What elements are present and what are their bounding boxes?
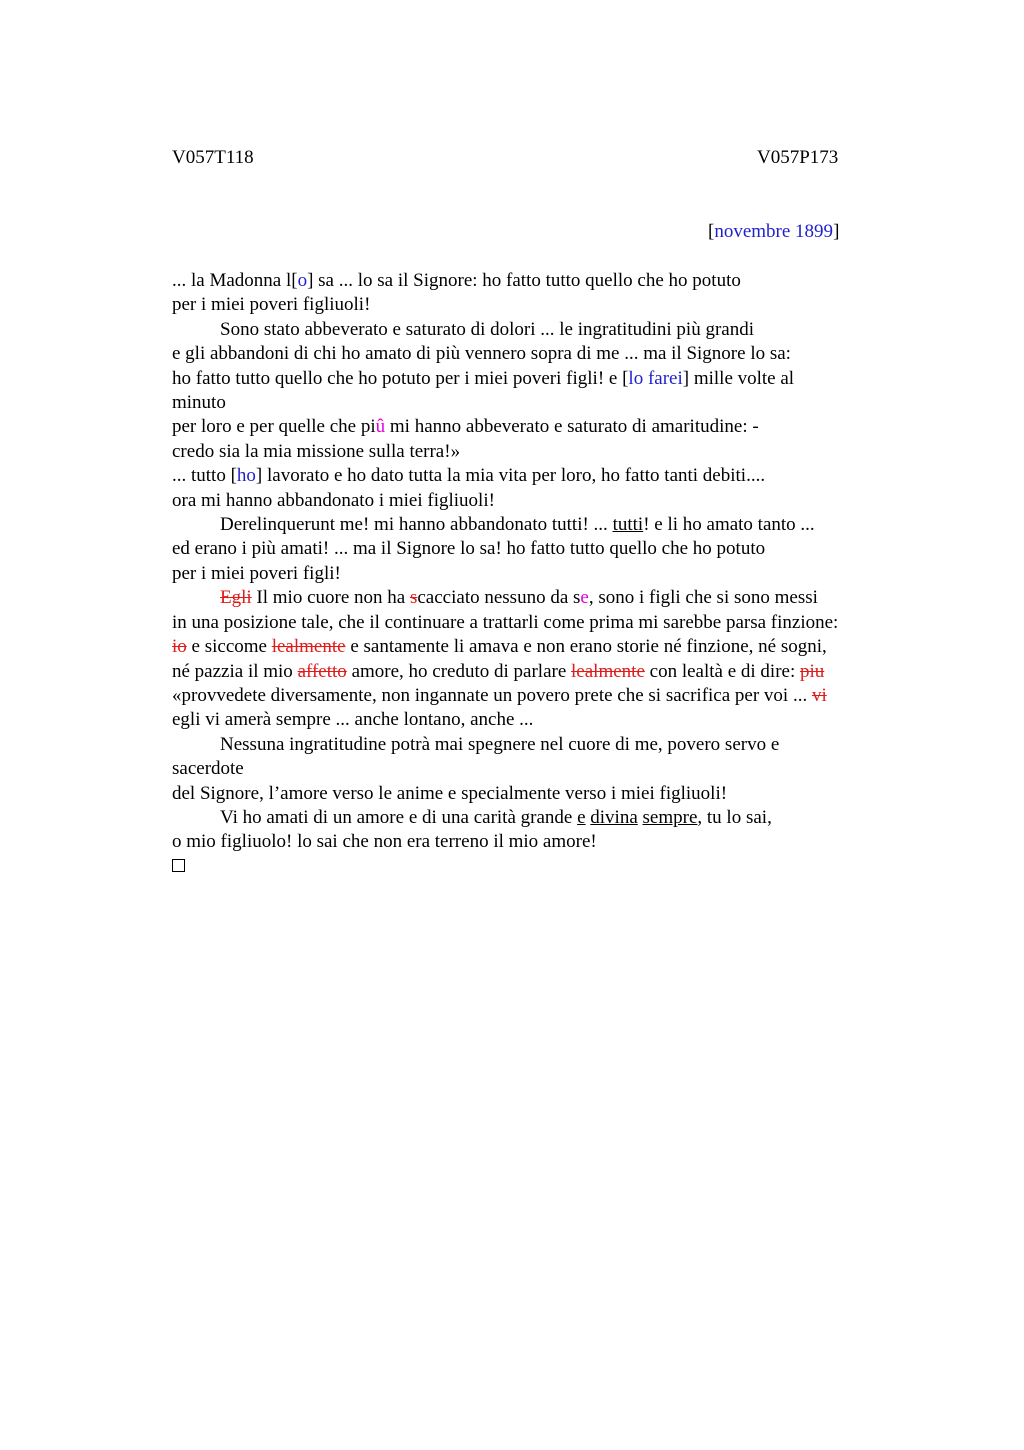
text-run: Vi ho amati di un amore e di una carità grande <box>220 806 578 828</box>
text-line-14 <box>172 586 912 610</box>
text-run: ! e li ho amato tanto ... <box>643 514 815 536</box>
text-run: Derelinquerunt me! mi hanno abbandonato tutti! ... <box>220 514 613 536</box>
document-code-right: V057P173 <box>757 147 839 168</box>
text-line-5 <box>172 367 912 391</box>
deleted-word: lealmente <box>571 660 645 682</box>
document-code-left: V057T118 <box>172 147 254 168</box>
text-line-11 <box>172 513 912 537</box>
deleted-word: affetto <box>297 660 347 682</box>
text-run: ] sa ... lo sa il Signore: ho fatto tutto quello che ho potuto <box>307 270 741 291</box>
text-line-6: minuto <box>172 392 226 414</box>
accent-correction: e <box>580 587 589 609</box>
deleted-word: piu <box>800 660 825 682</box>
text-line-3: Sono stato abbeverato e saturato di dolori ... le ingratitudini più grandi <box>220 318 754 340</box>
text-line-22: del Signore, l’amore verso le anime e specialmente verso i miei figliuoli! <box>172 782 728 804</box>
accent-correction: û <box>375 416 386 438</box>
text-line-1 <box>172 269 912 293</box>
editorial-insertion: o <box>297 270 308 291</box>
text-run: per loro e per quelle che pi <box>172 416 376 438</box>
text-line-23 <box>172 806 912 830</box>
text-line-12: ed erano i più amati! ... ma il Signore lo sa! ho fatto tutto quello che ho potuto <box>172 538 766 560</box>
editorial-insertion: lo farei <box>628 367 683 389</box>
text-line-8: credo sia la mia missione sulla terra!» <box>172 440 461 462</box>
text-line-9 <box>172 464 912 488</box>
text-run: né pazzia il mio <box>172 660 298 682</box>
underlined-word: e <box>577 806 586 828</box>
text-run: e siccome <box>186 636 272 658</box>
text-line-7 <box>172 415 912 439</box>
text-line-20: Nessuna ingratitudine potrà mai spegnere nel cuore di me, povero servo e <box>220 733 780 755</box>
text-run: ho fatto tutto quello che ho potuto per i miei poveri figli! e [ <box>172 367 629 389</box>
text-line-4: e gli abbandoni di chi ho amato di più vennero sopra di me ... ma il Signore lo sa: <box>172 343 791 365</box>
text-line-13: per i miei poveri figli! <box>172 562 341 584</box>
text-run: ] lavorato e ho dato tutta la mia vita per loro, ho fatto tanti debiti.... <box>255 465 766 487</box>
text-run: cacciato nessuno da s <box>417 587 581 609</box>
text-run: ] mille volte al <box>682 367 795 389</box>
text-run: ... tutto [ <box>172 465 237 487</box>
square-outline-icon <box>172 859 185 872</box>
underlined-word: sempre <box>642 806 698 828</box>
text-line-15: in una posizione tale, che il continuare a trattarli come prima mi sarebbe parsa finzione: <box>172 611 839 633</box>
text-line-10: ora mi hanno abbandonato i miei figliuoli! <box>172 489 495 511</box>
text-line-19: egli vi amerà sempre ... anche lontano, anche ... <box>172 709 534 731</box>
text-run: , sono i figli che si sono messi <box>588 587 818 609</box>
text-run: ... la Madonna l[ <box>172 270 298 291</box>
text-line-24: o mio figliuolo! lo sai che non era terreno il mio amore! <box>172 831 597 853</box>
underlined-word: divina <box>590 806 638 828</box>
deleted-word: vi <box>811 684 827 706</box>
deleted-word: io <box>172 636 187 658</box>
deleted-word: lealmente <box>271 636 346 658</box>
text-line-21: sacerdote <box>172 758 244 780</box>
deleted-word: Egli <box>220 587 252 609</box>
text-run: Il mio cuore non ha <box>251 587 410 609</box>
date-line <box>708 220 839 244</box>
date-bracket-open: [ <box>708 221 715 242</box>
date-text: novembre 1899 <box>714 221 834 242</box>
text-run: mi hanno abbeverato e saturato di amaritudine: - <box>385 416 759 438</box>
text-line-16 <box>172 635 912 659</box>
text-run: e santamente li amava e non erano storie né finzione, né sogni, <box>345 636 827 658</box>
underlined-word: tutti <box>612 514 644 536</box>
text-run: , tu lo sai, <box>697 806 772 828</box>
date-bracket-close: ] <box>833 221 840 242</box>
text-run: amore, ho creduto di parlare <box>346 660 572 682</box>
text-run: con lealtà e di dire: <box>644 660 800 682</box>
text-line-17 <box>172 660 912 684</box>
text-line-2: per i miei poveri figliuoli! <box>172 294 371 316</box>
editorial-insertion: ho <box>236 465 256 487</box>
deleted-letter: s <box>409 587 418 609</box>
text-line-18 <box>172 684 912 708</box>
text-run: «provvedete diversamente, non ingannate un povero prete che si sacrifica per voi ... <box>172 684 812 706</box>
letter-body <box>172 269 912 872</box>
